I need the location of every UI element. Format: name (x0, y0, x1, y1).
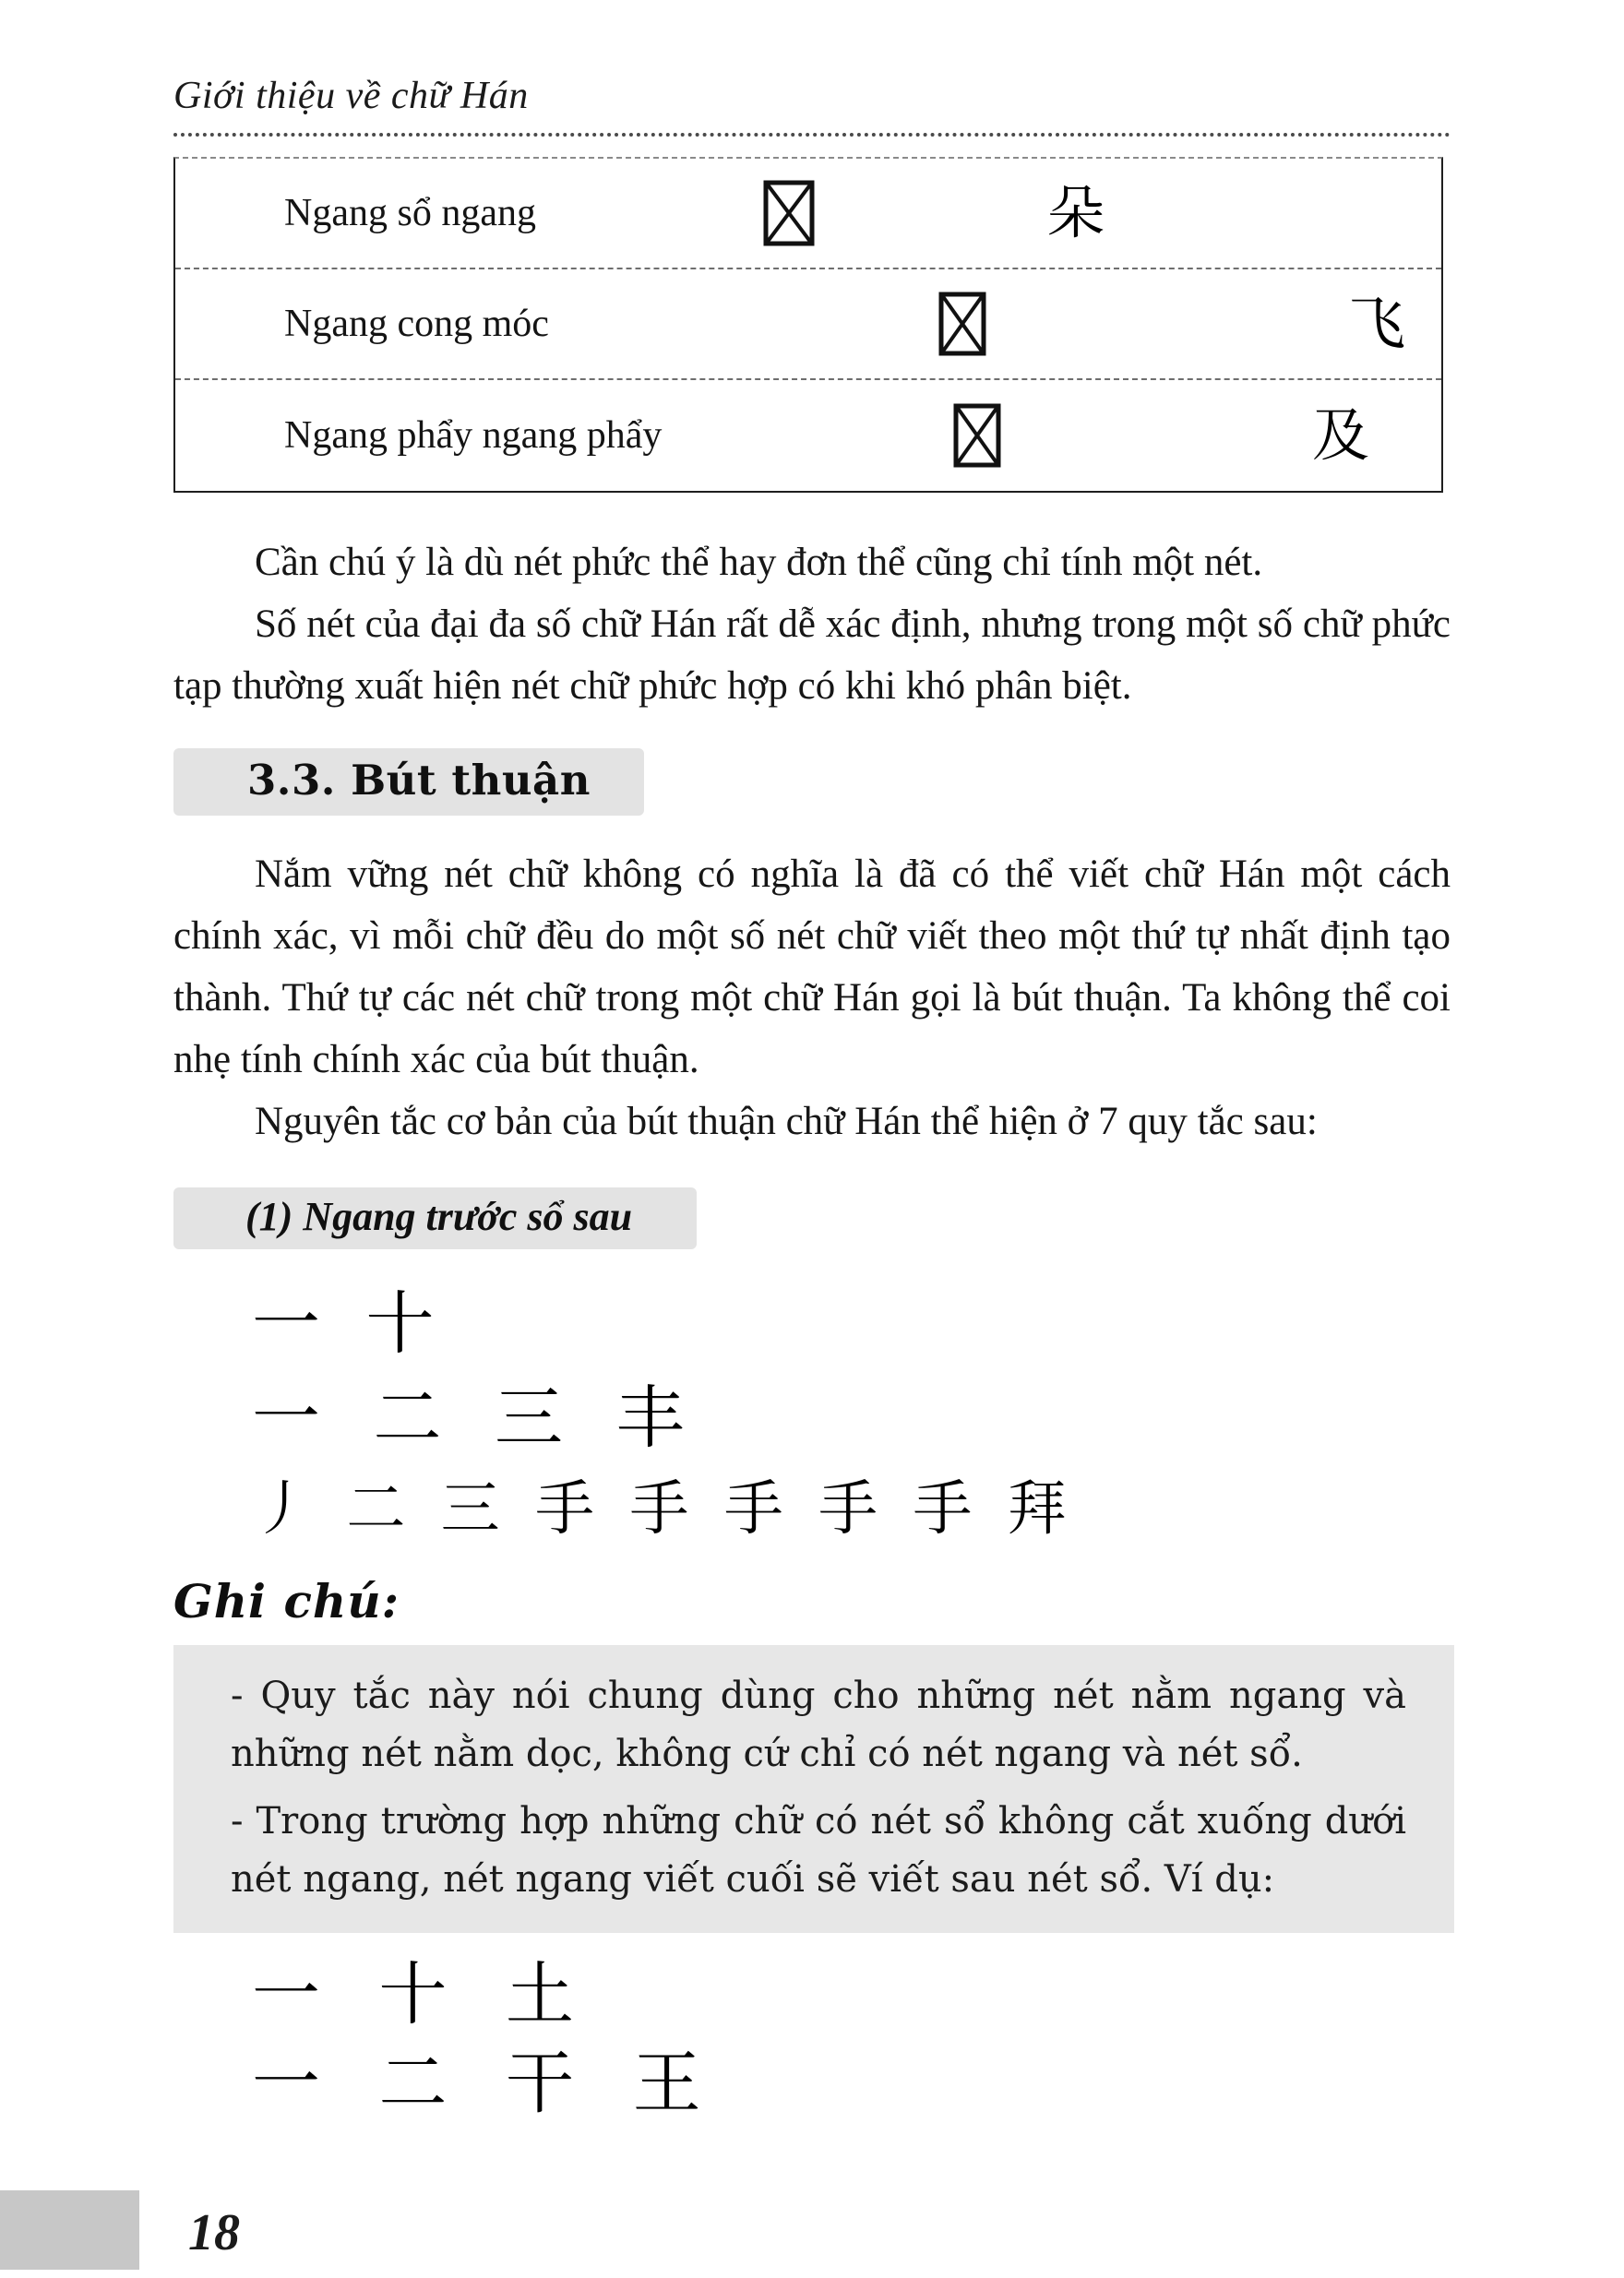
example-character: 朵 (1047, 179, 1105, 246)
paragraph-stroke-count: Số nét của đại đa số chữ Hán rất dễ xác định, nhưng trong một số chữ phức tạp thường xuất hiện nét chữ phức hợp có khi khó phân biệt. (173, 602, 1451, 708)
stroke-name-label: Ngang sổ ngang (284, 192, 536, 234)
stroke-order-example-line-2: 一 二 三 丰 (252, 1378, 685, 1458)
table-row (175, 159, 1441, 269)
crossed-box-placeholder-icon (763, 180, 815, 246)
table-row (175, 269, 1441, 380)
note-item: - Trong trường hợp những chữ có nét sổ không cắt xuống dưới nét ngang, nét ngang viết cuối sẽ viết sau nét sổ. Ví dụ: (231, 1800, 1406, 1901)
paragraph-section-intro: Nắm vững nét chữ không có nghĩa là đã có thể viết chữ Hán một cách chính xác, vì mỗi chữ đều do một số nét chữ viết theo một thứ tự nhất định tạo thành. Thứ tự các nét chữ trong một chữ Hán gọi là bút thuận. Ta không thể coi nhẹ tính chính xác của bút thuận. (173, 853, 1451, 1081)
page-header-title: Giới thiệu về chữ Hán (173, 75, 529, 117)
paragraph-rules-intro: Nguyên tắc cơ bản của bút thuận chữ Hán thể hiện ở 7 quy tắc sau: (255, 1100, 1318, 1143)
stroke-name-label: Ngang phẩy ngang phẩy (284, 414, 663, 457)
stroke-name-label: Ngang cong móc (284, 303, 549, 345)
stroke-order-example-line-3: 丿 二 三 手 手 手 手 手 拜 (252, 1475, 1067, 1544)
page-number: 18 (188, 2204, 240, 2261)
crossed-box-placeholder-icon (938, 292, 986, 356)
stroke-combination-table (173, 157, 1443, 493)
table-row (175, 380, 1441, 491)
note-item: - Quy tắc này nói chung dùng cho những nét nằm ngang và những nét nằm dọc, không cứ chỉ có nét ngang và nét sổ. (231, 1675, 1406, 1775)
paragraph-single-stroke: Cần chú ý là dù nét phức thể hay đơn thể cũng chỉ tính một nét. (255, 541, 1263, 584)
footer-gray-bar (0, 2190, 139, 2270)
rule-1-heading: (1) Ngang trước sổ sau (173, 1187, 697, 1249)
notes-box (173, 1645, 1454, 1933)
example-character: 飞 (1348, 290, 1406, 357)
example-character: 及 (1312, 401, 1370, 469)
stroke-order-example-line-5: 一 二 干 王 (252, 2044, 701, 2123)
header-dotted-rule (173, 133, 1451, 137)
section-heading-3-3: 3.3. Bút thuận (173, 748, 644, 816)
notes-title: Ghi chú: (173, 1574, 400, 1628)
crossed-box-placeholder-icon (953, 403, 1001, 468)
stroke-order-example-line-1: 一 十 (252, 1284, 435, 1364)
stroke-order-example-line-4: 一 十 土 (252, 1955, 575, 2034)
